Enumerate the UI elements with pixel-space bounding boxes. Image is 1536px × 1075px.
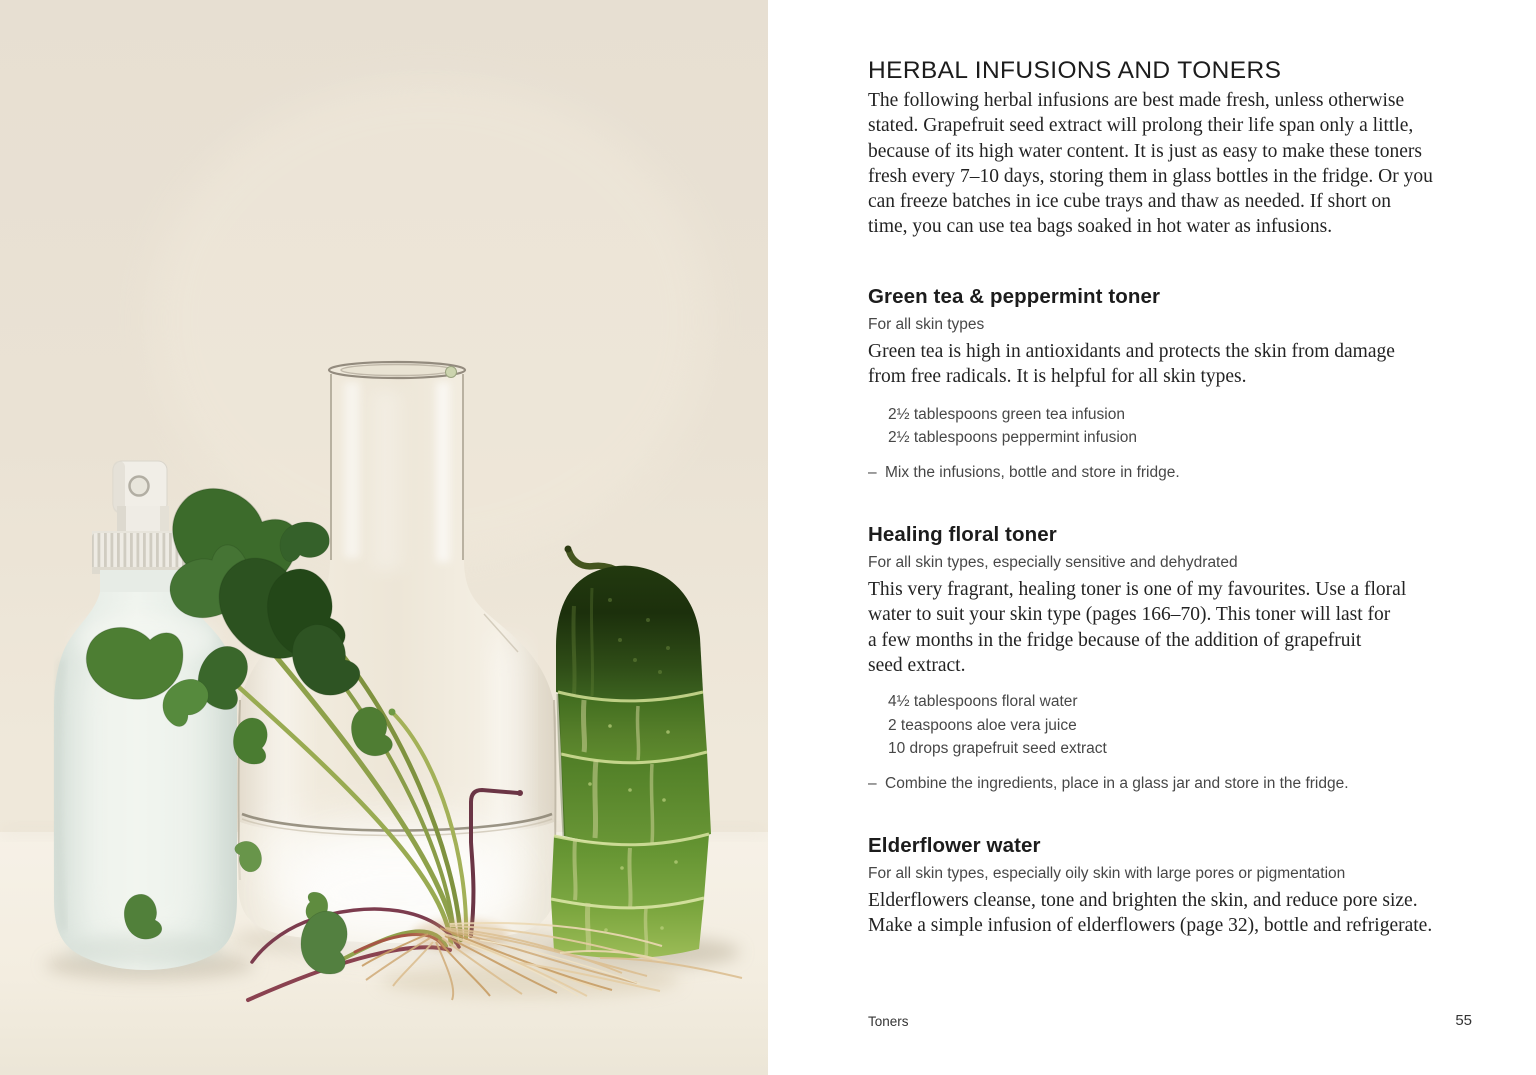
intro-line: fresh every 7–10 days, storing them in glass bottles in the fridge. Or you [868,165,1433,187]
recipe-description [868,577,1474,678]
ingredient: 4½ tablespoons floral water [888,693,1078,711]
recipe-description [868,888,1474,939]
intro-line: stated. Grapefruit seed extract will prolong their life span only a little, [868,115,1414,137]
description-line: seed extract. [868,654,966,676]
cucumber-stack [551,546,711,959]
intro-line: time, you can use tea bags soaked in hot water as infusions. [868,216,1333,238]
page-title: HERBAL INFUSIONS AND TONERS [868,57,1282,84]
intro-line: because of its high water content. It is just as easy to make these toners [868,140,1422,162]
cucumber-slice [558,692,707,763]
description-line: from free radicals. It is helpful for all skin types. [868,366,1247,388]
recipe-green-tea-peppermint-toner [868,285,1474,483]
ingredient: 2½ tablespoons green tea infusion [888,405,1125,423]
description-line: This very fragrant, healing toner is one of my favourites. Use a floral [868,579,1407,600]
description-line: a few months in the fridge because of the addition of grapefruit [868,629,1362,651]
instruction-dash: – [868,464,877,482]
recipe-title: Elderflower water [868,834,1041,857]
cucumber-slice [561,752,711,845]
recipe-description [868,339,1474,390]
recipe-title: Green tea & peppermint toner [868,285,1161,308]
instruction-text: Combine the ingredients, place in a glass jar and store in the fridge. [885,775,1349,793]
ingredient: 10 drops grapefruit seed extract [888,740,1107,757]
instruction-text: Mix the infusions, bottle and store in fridge. [885,464,1180,482]
recipe-healing-floral-toner [868,523,1474,794]
description-line: Elderflowers cleanse, tone and brighten the skin, and reduce pore size. [868,890,1418,911]
instruction-step [868,462,1474,483]
recipe-skin-type: For all skin types [868,316,985,333]
instruction-step [868,773,1474,794]
spray-nozzle [113,461,169,536]
recipe-title: Healing floral toner [868,523,1057,546]
recipe-skin-type: For all skin types, especially sensitive and dehydrated [868,554,1238,571]
intro-line: can freeze batches in ice cube trays and thaw as needed. If short on [868,191,1392,213]
description-line: Green tea is high in antioxidants and protects the skin from damage [868,341,1395,362]
glass-bead [446,367,457,378]
ingredient: 2½ tablespoons peppermint infusion [888,429,1138,446]
page-number: 55 [1455,1012,1472,1029]
recipe-elderflower-water [868,834,1474,939]
description-line: water to suit your skin type (pages 166–70). This toner will last for [868,604,1391,626]
description-line: Make a simple infusion of elderflowers (page 32), bottle and refrigerate. [868,915,1433,937]
intro-line: The following herbal infusions are best made fresh, unless otherwise [868,90,1405,111]
bottle-cap [92,531,186,574]
instruction-dash: – [868,775,877,793]
text-page [768,0,1536,1075]
intro-paragraph [868,88,1474,240]
ingredient-list [888,403,1474,450]
ingredient: 2 teaspoons aloe vera juice [888,716,1077,734]
recipe-skin-type: For all skin types, especially oily skin with large pores or pigmentation [868,865,1346,882]
running-footer: Toners [868,1014,909,1029]
ingredient-list [888,690,1474,760]
